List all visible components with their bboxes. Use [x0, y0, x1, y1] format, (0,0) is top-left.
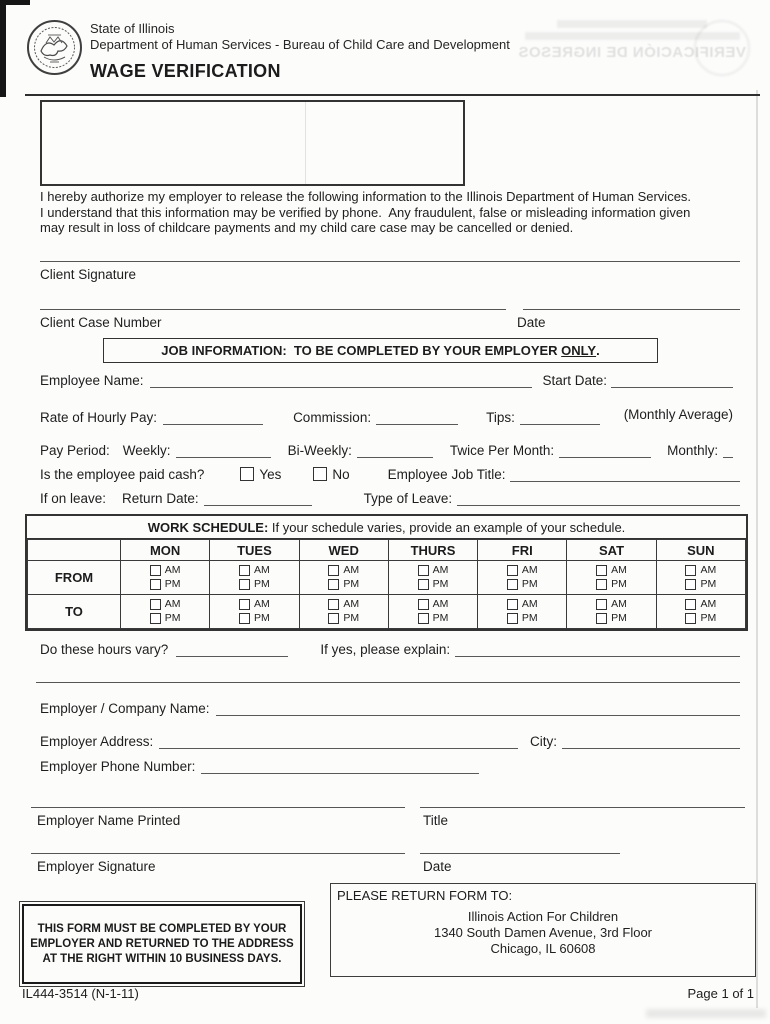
day-header-mon: MON	[121, 540, 210, 561]
pm-label: PM	[432, 612, 449, 624]
cash-yes-checkbox[interactable]	[240, 467, 254, 481]
hours-vary-question: Do these hours vary?	[40, 642, 169, 657]
hours-vary-field[interactable]	[176, 641, 288, 657]
work-schedule-section	[25, 514, 748, 631]
return-address	[331, 909, 755, 957]
thurs-from-pm-checkbox[interactable]	[418, 579, 429, 590]
job-banner-only: ONLY	[561, 343, 597, 358]
commission-field[interactable]	[376, 409, 458, 425]
instruction-box	[22, 904, 302, 984]
tues-from-am-checkbox[interactable]	[239, 565, 250, 576]
am-label: AM	[700, 564, 717, 576]
schedule-cell	[656, 595, 745, 629]
instruction-line: THIS FORM MUST BE COMPLETED BY YOUR	[37, 922, 287, 935]
page-indicator: Page 1 of 1	[687, 986, 754, 1001]
pm-label: PM	[254, 578, 270, 590]
type-of-leave-label: Type of Leave:	[363, 491, 453, 506]
employer-address-label: Employer Address:	[40, 734, 154, 749]
schedule-cell	[121, 595, 210, 629]
thurs-to-am-checkbox[interactable]	[418, 599, 429, 610]
work-schedule-header	[27, 516, 746, 539]
city-field[interactable]	[562, 733, 740, 749]
schedule-cell	[388, 595, 477, 629]
job-banner-text: JOB INFORMATION: TO BE COMPLETED BY YOUR EMPLOYER	[161, 343, 562, 358]
to-row-label: TO	[28, 595, 121, 629]
weekly-field[interactable]	[176, 442, 271, 458]
bleed-line	[305, 102, 306, 184]
schedule-cell	[121, 561, 210, 595]
schedule-cell	[210, 595, 299, 629]
employer-company-field[interactable]	[216, 700, 740, 716]
mon-to-am-checkbox[interactable]	[150, 599, 161, 610]
am-label: AM	[521, 564, 538, 576]
biweekly-field[interactable]	[357, 442, 433, 458]
am-label: AM	[254, 598, 270, 610]
scan-edge-artifact	[756, 90, 758, 1008]
employee-job-title-field[interactable]	[510, 466, 740, 482]
schedule-cell	[478, 595, 567, 629]
return-form-title: PLEASE RETURN FORM TO:	[337, 888, 513, 903]
employer-phone-field[interactable]	[201, 758, 479, 774]
work-schedule-title: WORK SCHEDULE:	[147, 519, 269, 535]
bleed-mirrored-title: VERIFICACIÓN DE INGRESOS	[518, 44, 746, 61]
employer-title-label: Title	[423, 813, 449, 828]
client-case-number-field[interactable]	[40, 309, 506, 310]
twice-per-month-label: Twice Per Month:	[449, 443, 555, 458]
wed-to-am-checkbox[interactable]	[328, 599, 339, 610]
client-case-number-label: Client Case Number	[40, 315, 162, 330]
thurs-to-pm-checkbox[interactable]	[418, 613, 429, 624]
schedule-cell	[656, 561, 745, 595]
sun-from-pm-checkbox[interactable]	[685, 579, 696, 590]
wed-to-pm-checkbox[interactable]	[328, 613, 339, 624]
am-label: AM	[432, 598, 449, 610]
pm-label: PM	[521, 612, 538, 624]
form-number: IL444-3514 (N-1-11)	[22, 986, 139, 1001]
twice-per-month-field[interactable]	[559, 442, 651, 458]
pm-label: PM	[611, 578, 627, 590]
monthly-average-note: (Monthly Average)	[623, 407, 733, 422]
city-label: City:	[530, 734, 557, 749]
header-rule	[25, 94, 760, 96]
client-date-label: Date	[517, 315, 546, 330]
client-signature-field[interactable]	[40, 261, 740, 262]
job-banner-period: .	[596, 343, 600, 358]
employer-name-printed-field[interactable]	[31, 807, 405, 808]
bleed-bar	[557, 20, 707, 28]
employer-signature-label: Employer Signature	[37, 859, 156, 874]
employee-name-label: Employee Name:	[40, 373, 144, 388]
pay-period-label: Pay Period:	[40, 443, 110, 458]
fri-to-pm-checkbox[interactable]	[507, 613, 518, 624]
am-label: AM	[164, 564, 181, 576]
am-label: AM	[432, 564, 449, 576]
agency-line-2: Department of Human Services - Bureau of Child Care and Development	[90, 37, 510, 52]
weekly-label: Weekly:	[122, 443, 171, 458]
bleed-seal	[694, 20, 750, 76]
day-header-fri: FRI	[478, 540, 567, 561]
work-schedule-table	[27, 539, 746, 629]
if-on-leave-label: If on leave:	[40, 491, 107, 506]
pm-label: PM	[164, 578, 181, 590]
pm-label: PM	[343, 612, 360, 624]
employee-job-title-label: Employee Job Title:	[387, 467, 506, 482]
tues-from-pm-checkbox[interactable]	[239, 579, 250, 590]
illinois-state-seal-icon	[26, 19, 83, 76]
cash-yes-label: Yes	[259, 467, 282, 482]
cash-no-checkbox[interactable]	[313, 467, 327, 481]
pm-label: PM	[343, 578, 360, 590]
monthly-label: Monthly:	[667, 443, 719, 458]
client-date-field[interactable]	[523, 309, 740, 310]
start-date-label: Start Date:	[542, 373, 607, 388]
monthly-field[interactable]	[723, 442, 733, 458]
fri-from-pm-checkbox[interactable]	[507, 579, 518, 590]
am-label: AM	[343, 564, 360, 576]
employer-signature-field[interactable]	[31, 853, 405, 854]
am-label: AM	[611, 564, 627, 576]
cash-no-label: No	[332, 467, 350, 482]
employer-address-field[interactable]	[159, 733, 518, 749]
pm-label: PM	[432, 578, 449, 590]
schedule-cell	[567, 561, 656, 595]
day-header-wed: WED	[299, 540, 388, 561]
fri-to-am-checkbox[interactable]	[507, 599, 518, 610]
pm-label: PM	[521, 578, 538, 590]
from-row-label: FROM	[28, 561, 121, 595]
rate-of-pay-label: Rate of Hourly Pay:	[40, 410, 158, 425]
wed-from-am-checkbox[interactable]	[328, 565, 339, 576]
mon-from-am-checkbox[interactable]	[150, 565, 161, 576]
schedule-cell	[567, 595, 656, 629]
scan-smudge	[646, 1009, 766, 1018]
return-date-label: Return Date:	[122, 491, 199, 506]
mon-from-pm-checkbox[interactable]	[150, 579, 161, 590]
tues-to-pm-checkbox[interactable]	[239, 613, 250, 624]
sun-to-am-checkbox[interactable]	[685, 599, 696, 610]
biweekly-label: Bi-Weekly:	[287, 443, 352, 458]
am-label: AM	[254, 564, 270, 576]
sat-from-am-checkbox[interactable]	[596, 565, 607, 576]
authorization-paragraph	[40, 189, 740, 236]
pm-label: PM	[700, 612, 717, 624]
pm-label: PM	[700, 578, 717, 590]
authorization-line: I understand that this information may be verified by phone. Any fraudulent, false or misleading information given	[40, 204, 691, 220]
explain-label: If yes, please explain:	[320, 642, 451, 657]
job-information-banner	[103, 338, 658, 363]
day-header-thurs: THURS	[388, 540, 477, 561]
mon-to-pm-checkbox[interactable]	[150, 613, 161, 624]
pm-label: PM	[164, 612, 181, 624]
client-signature-label: Client Signature	[40, 267, 137, 282]
return-address-line: 1340 South Damen Avenue, 3rd Floor	[433, 925, 653, 940]
thurs-from-am-checkbox[interactable]	[418, 565, 429, 576]
blank-label-box[interactable]	[40, 100, 465, 186]
employer-title-field[interactable]	[420, 807, 745, 808]
sat-to-am-checkbox[interactable]	[596, 599, 607, 610]
wed-from-pm-checkbox[interactable]	[328, 579, 339, 590]
employer-date-field[interactable]	[420, 853, 620, 854]
return-address-line: Chicago, IL 60608	[490, 941, 596, 956]
schedule-cell	[210, 561, 299, 595]
tips-field[interactable]	[520, 409, 600, 425]
authorization-line: may result in loss of childcare payments and my child care case may be cancelled or denied.	[40, 220, 574, 235]
explain-continuation-field[interactable]	[36, 682, 740, 683]
employer-company-label: Employer / Company Name:	[40, 701, 210, 716]
fri-from-am-checkbox[interactable]	[507, 565, 518, 576]
authorization-line: I hereby authorize my employer to release the following information to the Illinois Department of Human Services.	[40, 189, 692, 204]
schedule-cell	[388, 561, 477, 595]
sat-from-pm-checkbox[interactable]	[596, 579, 607, 590]
am-label: AM	[700, 598, 717, 610]
return-address-line: Illinois Action For Children	[467, 909, 619, 924]
instruction-line: EMPLOYER AND RETURNED TO THE ADDRESS	[30, 937, 294, 950]
employer-phone-label: Employer Phone Number:	[40, 759, 196, 774]
tues-to-am-checkbox[interactable]	[239, 599, 250, 610]
sat-to-pm-checkbox[interactable]	[596, 613, 607, 624]
employee-name-field[interactable]	[150, 372, 533, 388]
day-header-sun: SUN	[656, 540, 745, 561]
am-label: AM	[521, 598, 538, 610]
sun-to-pm-checkbox[interactable]	[685, 613, 696, 624]
agency-line-1: State of Illinois	[90, 21, 175, 36]
am-label: AM	[164, 598, 181, 610]
paid-cash-question: Is the employee paid cash?	[40, 467, 205, 482]
am-label: AM	[343, 598, 360, 610]
schedule-corner-cell	[28, 540, 121, 561]
schedule-cell	[478, 561, 567, 595]
am-label: AM	[611, 598, 627, 610]
type-of-leave-field[interactable]	[457, 490, 740, 506]
schedule-cell	[299, 561, 388, 595]
tips-label: Tips:	[486, 410, 515, 425]
pm-label: PM	[611, 612, 627, 624]
employer-date-label: Date	[423, 859, 452, 874]
return-form-box	[330, 883, 756, 977]
commission-label: Commission:	[293, 410, 372, 425]
instruction-line: AT THE RIGHT WITHIN 10 BUSINESS DAYS.	[42, 952, 282, 965]
scan-edge-artifact	[0, 0, 30, 5]
start-date-field[interactable]	[611, 372, 733, 388]
pm-label: PM	[254, 612, 270, 624]
return-date-field[interactable]	[204, 490, 312, 506]
work-schedule-subtitle: If your schedule varies, provide an example of your schedule.	[268, 519, 626, 535]
explain-field[interactable]	[455, 641, 740, 657]
day-header-tues: TUES	[210, 540, 299, 561]
rate-of-pay-field[interactable]	[163, 409, 263, 425]
day-header-sat: SAT	[567, 540, 656, 561]
employer-name-printed-label: Employer Name Printed	[37, 813, 181, 828]
scan-edge-artifact	[0, 0, 6, 97]
form-title: WAGE VERIFICATION	[90, 61, 281, 81]
sun-from-am-checkbox[interactable]	[685, 565, 696, 576]
schedule-cell	[299, 595, 388, 629]
